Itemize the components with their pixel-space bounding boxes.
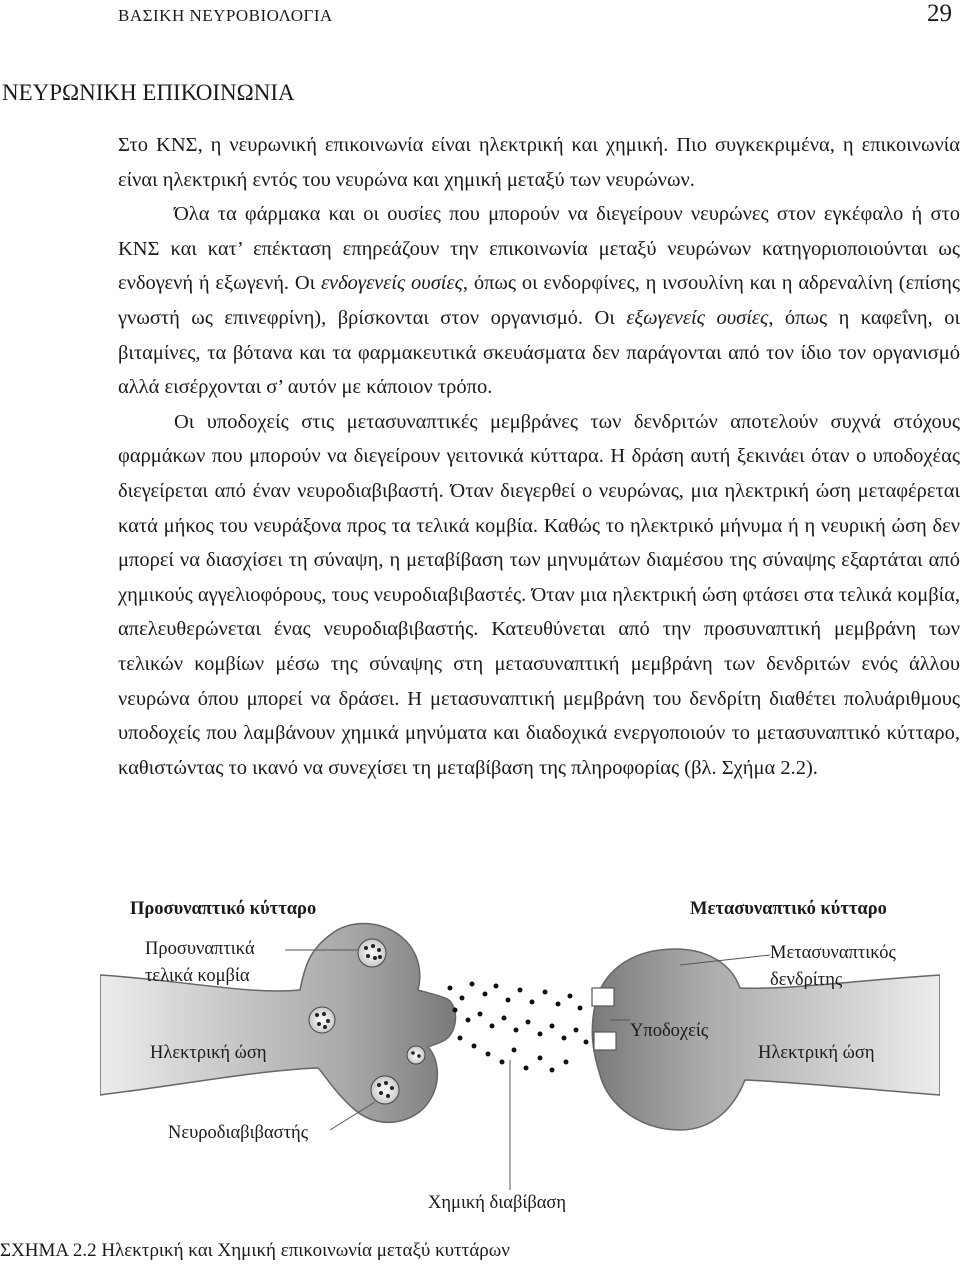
neurotransmitter-dots [448, 982, 589, 1073]
page-number: 29 [927, 0, 952, 27]
paragraph-3: Οι υποδοχείς στις μετασυναπτικές μεμβράνες των δενδριτών αποτελούν συχνά στόχους φαρμάκων που μπορούν να διεγείρουν γειτονικά κύτταρα. Η δράση αυτή ξεκινάει όταν ο υποδοχέας διεγείρεται από έναν νευροδιαβιβαστή. Όταν διεγερθεί ο νευρώνας, μια ηλεκτρική ώση μεταφέρεται κατά μήκος του νευράξονα προς τα τελικά κομβία. Καθώς το ηλεκτρικό μήνυμα ή η νευρική ώση δεν μπορεί να διασχίσει τη σύναψη, η μεταβίβαση των μηνυμάτων διαμέσου της σύναψης εξαρτάται από χημικούς αγγελιοφόρους, τους νευροδιαβιβαστές. Όταν μια ηλεκτρική ώση φτάσει στα τελικά κομβία, απελευθερώνεται ένας νευροδιαβιβαστής. Κατευθύνεται από την προσυναπτική μεμβράνη των τελικών κομβίων μέσω της σύναψης στη μετασυναπτική μεμβράνη των δενδριτών ενός άλλου νευρώνα όπου μπορεί να δράσει. Η μετασυναπτική μεμβράνη του δενδρίτη διαθέτει πολυάριθμους υποδοχείς που λαμβάνουν χημικά μηνύματα και διαδοχικά ενεργοποιούν το μετασυναπτικό κύτταρο, καθιστώντας το ικανό να συνεχίσει τη μεταβίβαση της πληροφορίας (βλ. Σχήμα 2.2). [118, 410, 960, 779]
endogenous-term: ενδογενείς ουσίες [320, 272, 463, 295]
paragraph-2-part-3: , όπως η καφεΐνη, οι βιταμίνες, τα βότανα και τα φαρμακευτικά σκευάσματα δεν παράγονται από τον ίδιο τον οργανισμό αλλά εισέρχονται σ’ αυτόν με κάποιον τρόπο. [118, 306, 960, 399]
label-presynaptic-cell: Προσυναπτικό κύτταρο [130, 899, 317, 919]
label-electric-impulse-left: Ηλεκτρική ώση [150, 1043, 267, 1063]
running-head: ΒΑΣΙΚΗ ΝΕΥΡΟΒΙΟΛΟΓΙΑ [118, 6, 333, 25]
label-receptors: Υποδοχείς [630, 1021, 709, 1041]
label-postsynaptic-cell: Μετασυναπτικό κύτταρο [690, 899, 887, 919]
synapse-figure [100, 880, 940, 1225]
figure-caption: ΣΧΗΜΑ 2.2 Ηλεκτρική και Χημική επικοινωνία μεταξύ κυττάρων [0, 1240, 510, 1261]
paragraph-2 [118, 197, 960, 405]
label-electric-impulse-right: Ηλεκτρική ώση [758, 1043, 875, 1063]
receptor-2 [594, 1032, 616, 1050]
section-title: ΝΕΥΡΩΝΙΚΗ ΕΠΙΚΟΙΝΩΝΙΑ [2, 80, 295, 105]
paragraph-2-part-1: Όλα τα φάρμακα και οι ουσίες που μπορούν να διεγείρουν νευρώνες στον εγκέφαλο ή στο ΚΝΣ και κατ’ επέκταση επηρεάζουν την επικοινωνία μεταξύ νευρώνων κατηγοριοποιούνται ως ενδογενή ή εξωγενή. Οι [118, 203, 960, 295]
label-neurotransmitter: Νευροδιαβιβαστής [168, 1123, 309, 1143]
label-postsynaptic-dendrite: Μετασυναπτικός δενδρίτης [770, 943, 896, 990]
label-chemical-transmission: Χημική διαβίβαση [428, 1193, 567, 1213]
receptor-1 [592, 988, 614, 1006]
body-text [118, 128, 960, 785]
paragraph-2-part-2: , όπως οι ενδορφίνες, η ινσουλίνη και η αδρεναλίνη (επίσης γνωστή ως επινεφρίνη), βρίσκονται στον οργανισμό. Οι [118, 272, 960, 329]
paragraph-1: Στο ΚΝΣ, η νευρωνική επικοινωνία είναι ηλεκτρική και χημική. Πιο συγκεκριμένα, η επικοινωνία είναι ηλεκτρική εντός του νευρώνα και χημική μεταξύ των νευρώνων. [118, 134, 960, 191]
label-presynaptic-terminals: Προσυναπτικά τελικά κομβία [145, 939, 255, 986]
exogenous-term: εξωγενείς ουσίες [626, 306, 769, 329]
